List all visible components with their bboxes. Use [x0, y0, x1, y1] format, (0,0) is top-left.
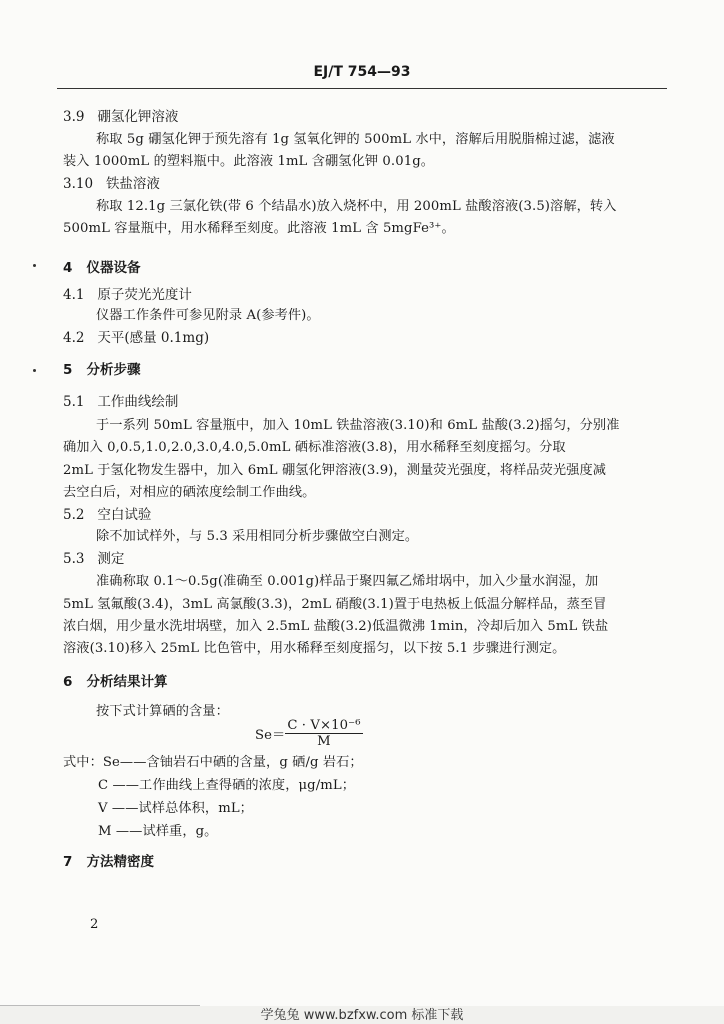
- section-4-2-heading: [63, 326, 209, 346]
- formula-lhs: Se＝: [255, 728, 286, 743]
- paragraph-line: 装入 1000mL 的塑料瓶中。此溶液 1mL 含硼氢化钾 0.01g。: [63, 154, 435, 169]
- paragraph-line: 500mL 容量瓶中，用水稀释至刻度。此溶液 1mL 含 5mgFe³⁺。: [63, 221, 455, 236]
- paragraph-line: 浓白烟，用少量水洗坩埚壁，加入 2.5mL 盐酸(3.2)低温微沸 1min，冷却后加入 5mL 铁盐: [63, 619, 609, 634]
- section-title: 仪器设备: [86, 260, 141, 276]
- section-title: 工作曲线绘制: [97, 394, 179, 410]
- section-number: 7: [63, 854, 73, 870]
- section-title: 测定: [97, 551, 125, 567]
- paragraph-line: 确加入 0,0.5,1.0,2.0,3.0,4.0,5.0mL 硒标准溶液(3.8)，用水稀释至刻度摇匀。分取: [63, 440, 566, 455]
- section-title: 原子荧光光度计: [97, 287, 192, 303]
- section-number: 5.1: [63, 394, 85, 410]
- margin-dot: [33, 369, 36, 372]
- section-6-heading: [63, 670, 168, 690]
- margin-dot: [33, 264, 36, 267]
- section-number: 4.1: [63, 287, 85, 303]
- section-title: 空白试验: [97, 507, 152, 523]
- section-5-2-heading: [63, 503, 151, 523]
- section-number: 4.2: [63, 330, 85, 346]
- formula-fraction: [285, 718, 362, 749]
- section-3-10-heading: [63, 172, 160, 192]
- section-title: 铁盐溶液: [105, 176, 160, 192]
- header-rule: [57, 88, 667, 89]
- section-3-9-heading: [63, 105, 178, 125]
- paragraph-line: 准确称取 0.1～0.5g(准确至 0.001g)样品于聚四氟乙烯坩埚中，加入少量水润湿，加: [96, 574, 599, 589]
- formula-intro: 按下式计算硒的含量：: [96, 704, 229, 719]
- footer-watermark: 学兔兔 www.bzfxw.com 标准下载: [260, 1008, 464, 1023]
- section-4-1-heading: [63, 283, 192, 303]
- section-number: 4: [63, 260, 73, 276]
- section-number: 3.9: [63, 109, 85, 125]
- formula-where-line: V ——试样总体积，mL；: [98, 801, 253, 816]
- section-7-heading: [63, 850, 154, 870]
- formula-where-line: M ——试样重，g。: [98, 824, 218, 839]
- document-code: EJ/T 754—93: [313, 64, 411, 80]
- section-number: 5: [63, 362, 73, 378]
- page-number: 2: [90, 917, 99, 932]
- section-number: 3.10: [63, 176, 94, 192]
- paragraph-line: 仪器工作条件可参见附录 A(参考件)。: [96, 308, 320, 323]
- section-4-heading: [63, 256, 141, 276]
- section-number: 5.3: [63, 551, 85, 567]
- section-title: 硼氢化钾溶液: [97, 109, 179, 125]
- section-5-3-heading: [63, 547, 124, 567]
- section-5-heading: [63, 358, 141, 378]
- paragraph-line: 溶液(3.10)移入 25mL 比色管中，用水稀释至刻度摇匀，以下按 5.1 步骤进行测定。: [63, 641, 566, 656]
- section-title: 分析步骤: [86, 362, 141, 378]
- formula-numerator: C · V×10⁻⁶: [287, 718, 361, 733]
- formula: [255, 718, 363, 749]
- formula-where-line: C ——工作曲线上查得硒的浓度，μg/mL；: [98, 778, 356, 793]
- paragraph-line: 5mL 氢氟酸(3.4)，3mL 高氯酸(3.3)，2mL 硝酸(3.1)置于电热板上低温分解样品，蒸至冒: [63, 597, 607, 612]
- paragraph-line: 去空白后，对相应的硒浓度绘制工作曲线。: [63, 485, 316, 500]
- paragraph-line: 2mL 于氢化物发生器中，加入 6mL 硼氢化钾溶液(3.9)，测量荧光强度，将样品荧光强度减: [63, 463, 607, 478]
- section-title: 分析结果计算: [86, 674, 168, 690]
- section-number: 5.2: [63, 507, 85, 523]
- formula-where-line: 式中：Se——含铀岩石中硒的含量，g 硒/g 岩石；: [63, 755, 363, 770]
- section-title: 方法精密度: [86, 854, 155, 870]
- paragraph-line: 于一系列 50mL 容量瓶中，加入 10mL 铁盐溶液(3.10)和 6mL 盐酸(3.2)摇匀，分别准: [96, 418, 620, 433]
- section-5-1-heading: [63, 390, 178, 410]
- paragraph-line: 称取 5g 硼氢化钾于预先溶有 1g 氢氧化钾的 500mL 水中，溶解后用脱脂棉过滤，滤液: [96, 132, 615, 147]
- paragraph-line: 除不加试样外，与 5.3 采用相同分析步骤做空白测定。: [96, 529, 419, 544]
- section-title: 天平(感量 0.1mg): [97, 330, 210, 346]
- formula-denominator: M: [317, 734, 331, 749]
- section-number: 6: [63, 674, 73, 690]
- paragraph-line: 称取 12.1g 三氯化铁(带 6 个结晶水)放入烧杯中，用 200mL 盐酸溶液(3.5)溶解，转入: [96, 199, 617, 214]
